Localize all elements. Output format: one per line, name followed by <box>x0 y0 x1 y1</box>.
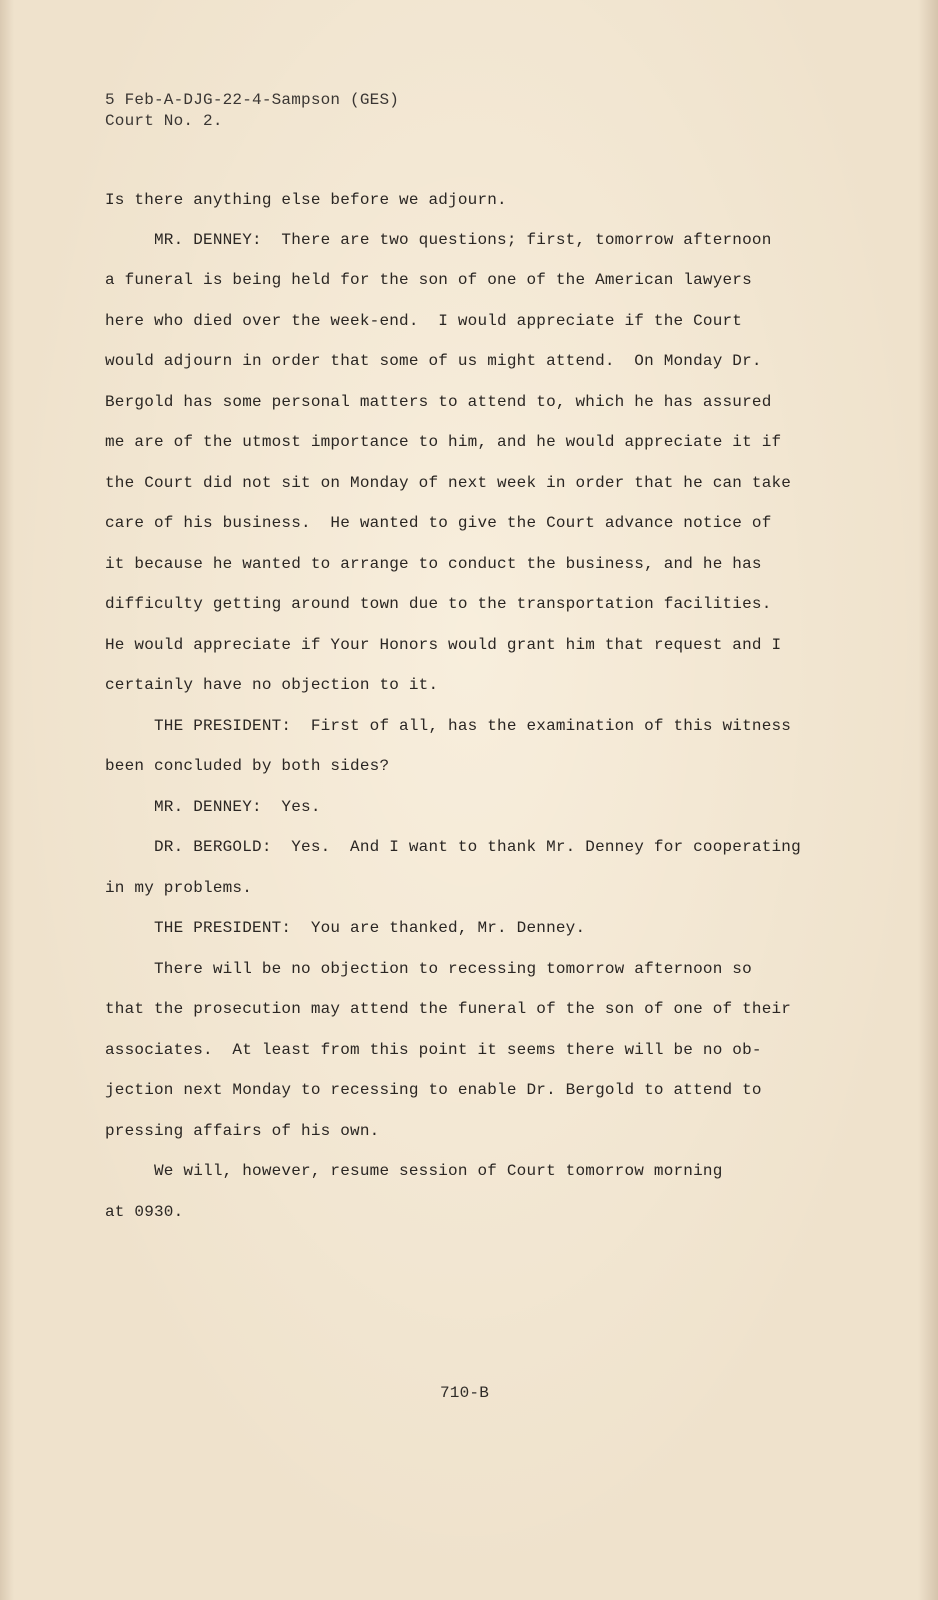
transcript-line: There will be no objection to recessing tomorrow afternoon so <box>105 960 752 978</box>
transcript-line: Is there anything else before we adjourn. <box>105 191 507 209</box>
transcript-line: would adjourn in order that some of us might attend. On Monday Dr. <box>105 352 762 370</box>
transcript-line: MR. DENNEY: There are two questions; first, tomorrow afternoon <box>105 231 772 249</box>
transcript-line: associates. At least from this point it seems there will be no ob- <box>105 1041 762 1059</box>
transcript-line: in my problems. <box>105 879 253 897</box>
transcript-line: DR. BERGOLD: Yes. And I want to thank Mr. Denney for cooperating <box>105 838 801 856</box>
transcript-line: THE PRESIDENT: You are thanked, Mr. Denney. <box>105 919 586 937</box>
transcript-line: been concluded by both sides? <box>105 757 390 775</box>
transcript-line: Bergold has some personal matters to attend to, which he has assured <box>105 393 772 411</box>
transcript-line: jection next Monday to recessing to enable Dr. Bergold to attend to <box>105 1081 762 1099</box>
transcript-line: difficulty getting around town due to the transportation facilities. <box>105 595 772 613</box>
transcript-line: at 0930. <box>105 1203 184 1221</box>
transcript-line: certainly have no objection to it. <box>105 676 439 694</box>
transcript-line: pressing affairs of his own. <box>105 1122 380 1140</box>
transcript-line: here who died over the week-end. I would appreciate if the Court <box>105 312 743 330</box>
page-number: 710-B <box>440 1384 490 1402</box>
document-header <box>105 90 399 132</box>
transcript-line: the Court did not sit on Monday of next week in order that he can take <box>105 474 792 492</box>
transcript-line: that the prosecution may attend the funeral of the son of one of their <box>105 1000 792 1018</box>
transcript-line: me are of the utmost importance to him, and he would appreciate it if <box>105 433 782 451</box>
header-court-line: Court No. 2. <box>105 112 223 130</box>
header-reference-line: 5 Feb-A-DJG-22-4-Sampson (GES) <box>105 91 400 109</box>
transcript-line: it because he wanted to arrange to conduct the business, and he has <box>105 555 762 573</box>
transcript-line: We will, however, resume session of Court tomorrow morning <box>105 1162 723 1180</box>
transcript-line: a funeral is being held for the son of one of the American lawyers <box>105 271 752 289</box>
transcript-line: care of his business. He wanted to give the Court advance notice of <box>105 514 772 532</box>
transcript-line: MR. DENNEY: Yes. <box>105 798 321 816</box>
transcript-line: THE PRESIDENT: First of all, has the examination of this witness <box>105 717 792 735</box>
transcript-line: He would appreciate if Your Honors would grant him that request and I <box>105 636 782 654</box>
